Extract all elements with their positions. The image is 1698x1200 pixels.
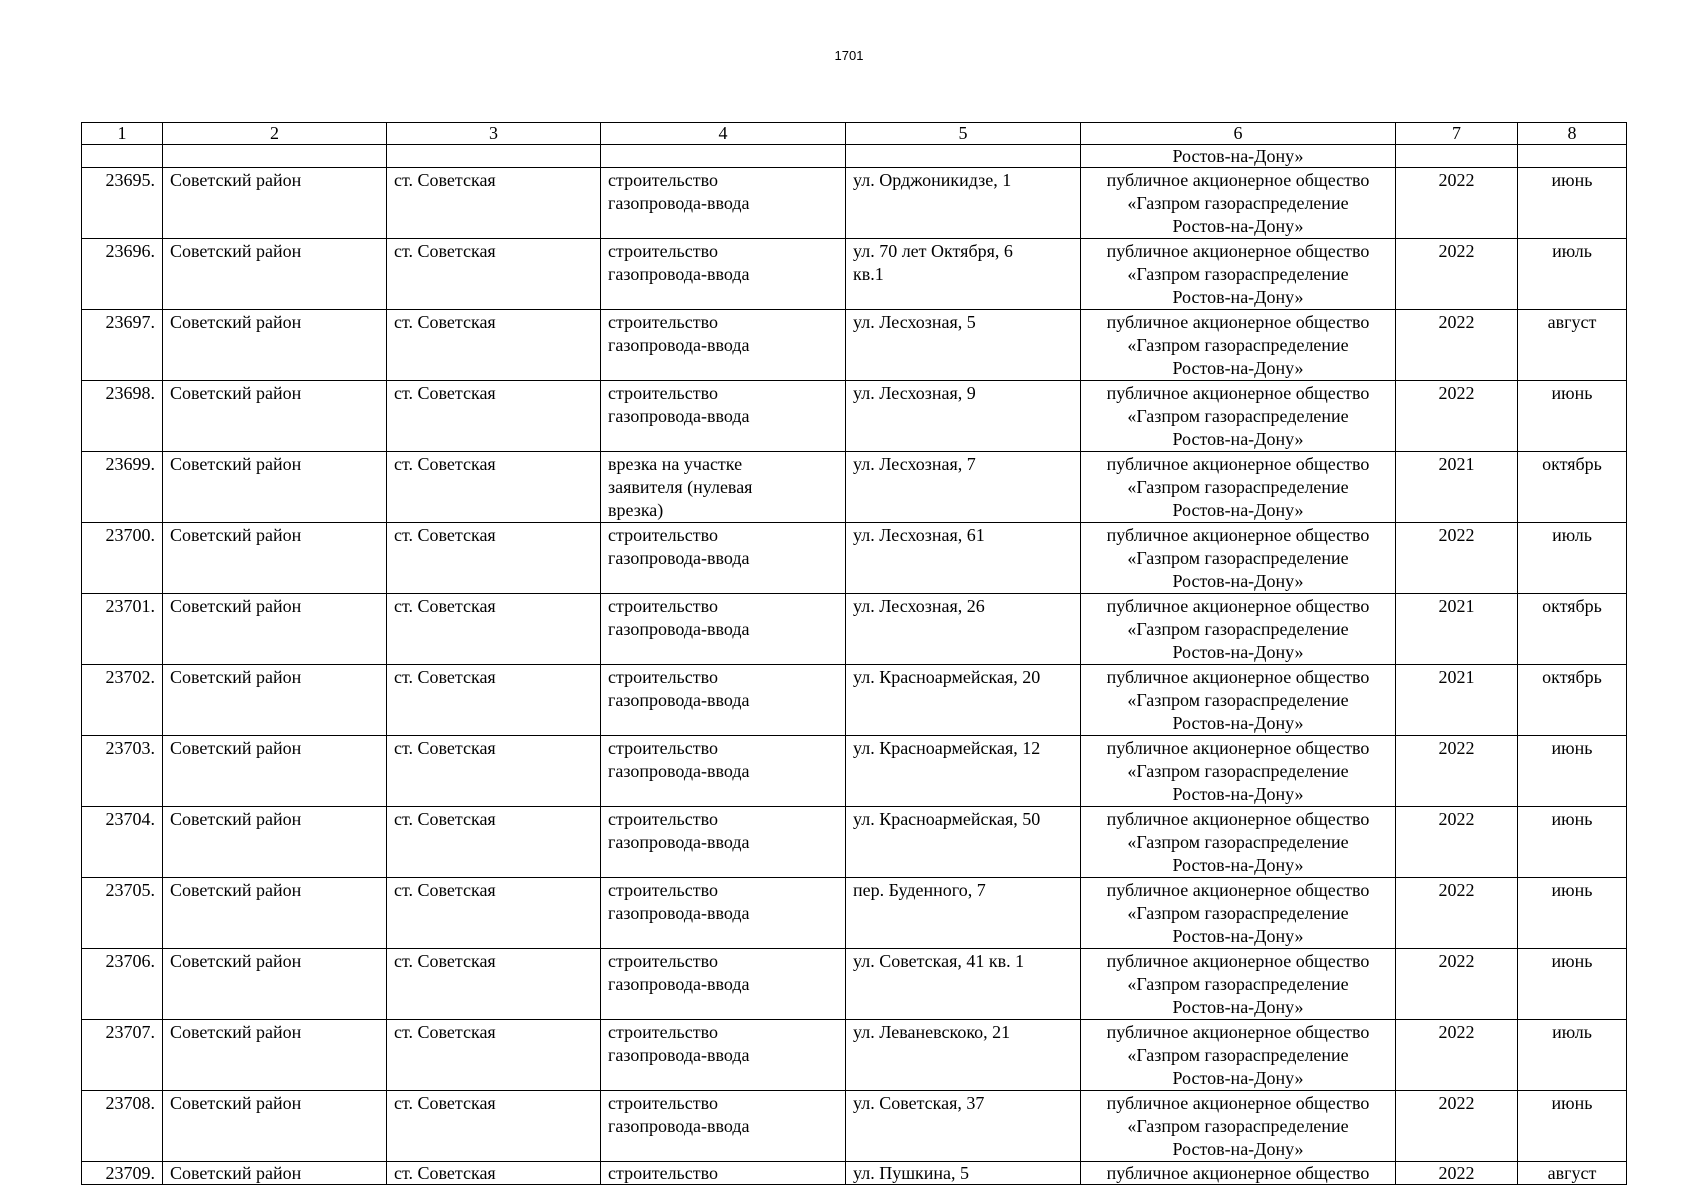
cell-line: строительство [608,525,718,545]
cell-settlement: ст. Советская [387,168,601,239]
cell-settlement: ст. Советская [387,523,601,594]
cell-year: 2022 [1396,168,1518,239]
cell-organization [1081,1020,1396,1091]
column-header: 1 [82,123,163,145]
cell-settlement: ст. Советская [387,736,601,807]
cell-line: «Газпром газораспределение [1127,406,1349,426]
cell-line: Ростов-на-Дону» [1172,216,1304,236]
cell-district: Советский район [163,452,387,523]
table-row [82,807,1627,878]
cell-line: публичное акционерное общество [1106,383,1370,403]
cell-line: Ростов-на-Дону» [1172,500,1304,520]
cell-year: 2022 [1396,1162,1518,1185]
cell-settlement: ст. Советская [387,1162,601,1185]
cell-year: 2022 [1396,523,1518,594]
cell-district: Советский район [163,1162,387,1185]
table-row [82,736,1627,807]
cell-month: август [1518,310,1627,381]
column-header: 5 [846,123,1081,145]
table-row [82,452,1627,523]
cell-address [846,145,1081,168]
cell-line: «Газпром газораспределение [1127,690,1349,710]
cell-line: публичное акционерное общество [1106,454,1370,474]
cell-organization [1081,168,1396,239]
cell-month: июнь [1518,1091,1627,1162]
cell-work [601,310,846,381]
cell-address [846,452,1081,523]
cell-line: публичное акционерное общество [1106,1093,1370,1113]
cell-line: строительство [608,312,718,332]
cell-line: строительство [608,738,718,758]
cell-line: «Газпром газораспределение [1127,477,1349,497]
cell-line: публичное акционерное общество [1106,667,1370,687]
cell-organization: Ростов-на-Дону» [1081,145,1396,168]
cell-address [846,1020,1081,1091]
cell-line: строительство [608,667,718,687]
cell-settlement: ст. Советская [387,1091,601,1162]
cell-settlement: ст. Советская [387,1020,601,1091]
cell-line: Ростов-на-Дону» [1172,642,1304,662]
cell-line: газопровода-ввода [608,406,750,426]
cell-line: газопровода-ввода [608,761,750,781]
cell-district: Советский район [163,523,387,594]
column-number-row [82,123,1627,145]
cell-line: газопровода-ввода [608,264,750,284]
cell-line: кв.1 [853,264,884,284]
cell-year: 2021 [1396,452,1518,523]
cell-line: публичное акционерное общество [1106,738,1370,758]
cell-district: Советский район [163,949,387,1020]
cell-line: ул. Орджоникидзе, 1 [853,170,1012,190]
cell-district: Советский район [163,168,387,239]
cell-line: публичное акционерное общество [1106,880,1370,900]
cell-line: «Газпром газораспределение [1127,264,1349,284]
cell-settlement: ст. Советская [387,878,601,949]
cell-line: врезка на участке [608,454,743,474]
cell-organization [1081,523,1396,594]
cell-line: Ростов-на-Дону» [1172,287,1304,307]
cell-work [601,949,846,1020]
cell-month [1518,145,1627,168]
cell-line: Ростов-на-Дону» [1172,784,1304,804]
cell-line: газопровода-ввода [608,193,750,213]
cell-work [601,878,846,949]
cell-organization [1081,878,1396,949]
cell-line: «Газпром газораспределение [1127,1045,1349,1065]
cell-year [1396,145,1518,168]
table-row [82,594,1627,665]
cell-work [601,381,846,452]
cell-month: июль [1518,523,1627,594]
cell-month: июнь [1518,736,1627,807]
cell-settlement [387,145,601,168]
cell-organization [1081,736,1396,807]
cell-year: 2022 [1396,807,1518,878]
cell-line: Ростов-на-Дону» [1172,926,1304,946]
table-row [82,168,1627,239]
cell-organization [1081,239,1396,310]
cell-line: ул. 70 лет Октября, 6 [853,241,1013,261]
cell-number: 23699. [82,452,163,523]
cell-year: 2022 [1396,310,1518,381]
cell-line: ул. Лесхозная, 61 [853,525,985,545]
cell-line: ул. Красноармейская, 12 [853,738,1041,758]
cell-organization [1081,807,1396,878]
cell-number: 23697. [82,310,163,381]
cell-address [846,239,1081,310]
cell-district [163,145,387,168]
cell-line: «Газпром газораспределение [1127,1116,1349,1136]
cell-work [601,168,846,239]
cell-number: 23709. [82,1162,163,1185]
table-row [82,878,1627,949]
cell-work [601,239,846,310]
cell-line: газопровода-ввода [608,974,750,994]
cell-district: Советский район [163,665,387,736]
cell-organization [1081,949,1396,1020]
cell-line: «Газпром газораспределение [1127,619,1349,639]
cell-line: строительство [608,383,718,403]
cell-organization [1081,594,1396,665]
cell-district: Советский район [163,381,387,452]
cell-organization [1081,310,1396,381]
cell-address [846,523,1081,594]
column-header: 8 [1518,123,1627,145]
table-row [82,310,1627,381]
cell-line: газопровода-ввода [608,1116,750,1136]
cell-number: 23696. [82,239,163,310]
registry-table [81,122,1627,1185]
cell-line: строительство [608,170,718,190]
cell-number: 23706. [82,949,163,1020]
cell-number: 23703. [82,736,163,807]
cell-line: ул. Лесхозная, 5 [853,312,976,332]
table-row [82,1162,1627,1185]
cell-month: июль [1518,239,1627,310]
continuation-row [82,145,1627,168]
cell-address [846,310,1081,381]
cell-line: «Газпром газораспределение [1127,903,1349,923]
cell-settlement: ст. Советская [387,239,601,310]
cell-year: 2022 [1396,878,1518,949]
table-row [82,949,1627,1020]
cell-line: строительство [608,809,718,829]
cell-month: июнь [1518,168,1627,239]
cell-work [601,594,846,665]
cell-organization [1081,1091,1396,1162]
cell-settlement: ст. Советская [387,594,601,665]
cell-line: строительство [608,951,718,971]
cell-work [601,665,846,736]
cell-line: ул. Красноармейская, 50 [853,809,1041,829]
cell-year: 2022 [1396,239,1518,310]
cell-month: июнь [1518,949,1627,1020]
column-header: 7 [1396,123,1518,145]
cell-address [846,1091,1081,1162]
cell-number: 23704. [82,807,163,878]
cell-number: 23695. [82,168,163,239]
cell-line: публичное акционерное общество [1106,312,1370,332]
cell-line: ул. Советская, 41 кв. 1 [853,951,1025,971]
cell-line: газопровода-ввода [608,335,750,355]
cell-work [601,736,846,807]
cell-line: Ростов-на-Дону» [1172,713,1304,733]
cell-district: Советский район [163,1020,387,1091]
cell-line: Ростов-на-Дону» [1172,571,1304,591]
cell-address [846,736,1081,807]
cell-month: июнь [1518,878,1627,949]
cell-district: Советский район [163,807,387,878]
cell-line: публичное акционерное общество [1106,525,1370,545]
column-header: 2 [163,123,387,145]
cell-year: 2022 [1396,1020,1518,1091]
table-row [82,239,1627,310]
cell-line: заявителя (нулевая [608,477,753,497]
cell-line: ул. Лесхозная, 9 [853,383,976,403]
cell-line: «Газпром газораспределение [1127,832,1349,852]
cell-line: Ростов-на-Дону» [1172,997,1304,1017]
cell-number: 23700. [82,523,163,594]
cell-work [601,1091,846,1162]
cell-line: строительство [608,1093,718,1113]
cell-line: газопровода-ввода [608,619,750,639]
cell-address [846,594,1081,665]
cell-line: ул. Леваневскоко, 21 [853,1022,1011,1042]
cell-number [82,145,163,168]
cell-number: 23708. [82,1091,163,1162]
cell-address [846,665,1081,736]
cell-settlement: ст. Советская [387,665,601,736]
column-header: 6 [1081,123,1396,145]
cell-organization: публичное акционерное общество [1081,1162,1396,1185]
cell-address [846,949,1081,1020]
cell-line: «Газпром газораспределение [1127,974,1349,994]
cell-line: «Газпром газораспределение [1127,193,1349,213]
cell-number: 23705. [82,878,163,949]
cell-month: август [1518,1162,1627,1185]
cell-work: строительство [601,1162,846,1185]
cell-line: газопровода-ввода [608,1045,750,1065]
cell-line: публичное акционерное общество [1106,596,1370,616]
cell-number: 23701. [82,594,163,665]
cell-address [846,381,1081,452]
cell-district: Советский район [163,878,387,949]
cell-line: публичное акционерное общество [1106,241,1370,261]
cell-district: Советский район [163,1091,387,1162]
cell-line: строительство [608,1022,718,1042]
cell-line: ул. Лесхозная, 26 [853,596,985,616]
cell-line: публичное акционерное общество [1106,1022,1370,1042]
cell-line: Ростов-на-Дону» [1172,358,1304,378]
cell-line: «Газпром газораспределение [1127,335,1349,355]
cell-address [846,168,1081,239]
cell-work [601,523,846,594]
cell-month: октябрь [1518,594,1627,665]
cell-settlement: ст. Советская [387,310,601,381]
cell-organization [1081,381,1396,452]
cell-line: пер. Буденного, 7 [853,880,986,900]
cell-line: газопровода-ввода [608,832,750,852]
cell-number: 23698. [82,381,163,452]
cell-month: июнь [1518,807,1627,878]
cell-line: газопровода-ввода [608,548,750,568]
cell-organization [1081,665,1396,736]
table-row [82,1020,1627,1091]
cell-work [601,807,846,878]
cell-line: Ростов-на-Дону» [1172,855,1304,875]
cell-address [846,878,1081,949]
cell-settlement: ст. Советская [387,381,601,452]
cell-line: «Газпром газораспределение [1127,548,1349,568]
cell-line: Ростов-на-Дону» [1172,1068,1304,1088]
cell-line: строительство [608,596,718,616]
cell-year: 2021 [1396,594,1518,665]
column-header: 3 [387,123,601,145]
cell-district: Советский район [163,310,387,381]
cell-line: ул. Советская, 37 [853,1093,985,1113]
cell-year: 2022 [1396,736,1518,807]
cell-line: публичное акционерное общество [1106,951,1370,971]
cell-organization [1081,452,1396,523]
cell-district: Советский район [163,239,387,310]
cell-line: газопровода-ввода [608,903,750,923]
cell-month: октябрь [1518,665,1627,736]
cell-line: ул. Лесхозная, 7 [853,454,976,474]
cell-line: строительство [608,880,718,900]
cell-number: 23707. [82,1020,163,1091]
page-number: 1701 [834,48,864,63]
cell-address: ул. Пушкина, 5 [846,1162,1081,1185]
cell-year: 2022 [1396,381,1518,452]
cell-settlement: ст. Советская [387,452,601,523]
cell-district: Советский район [163,736,387,807]
table-row [82,665,1627,736]
cell-address [846,807,1081,878]
table-row [82,381,1627,452]
cell-number: 23702. [82,665,163,736]
cell-year: 2022 [1396,949,1518,1020]
cell-line: строительство [608,241,718,261]
cell-line: Ростов-на-Дону» [1172,1139,1304,1159]
cell-work [601,452,846,523]
cell-line: ул. Красноармейская, 20 [853,667,1041,687]
cell-district: Советский район [163,594,387,665]
cell-settlement: ст. Советская [387,949,601,1020]
cell-month: октябрь [1518,452,1627,523]
cell-work [601,145,846,168]
cell-line: газопровода-ввода [608,690,750,710]
cell-work [601,1020,846,1091]
cell-line: «Газпром газораспределение [1127,761,1349,781]
table-row [82,1091,1627,1162]
cell-line: публичное акционерное общество [1106,809,1370,829]
cell-line: Ростов-на-Дону» [1172,429,1304,449]
cell-year: 2022 [1396,1091,1518,1162]
cell-line: врезка) [608,500,664,520]
cell-month: июль [1518,1020,1627,1091]
cell-month: июнь [1518,381,1627,452]
table-row [82,523,1627,594]
cell-line: публичное акционерное общество [1106,170,1370,190]
cell-settlement: ст. Советская [387,807,601,878]
cell-year: 2021 [1396,665,1518,736]
column-header: 4 [601,123,846,145]
